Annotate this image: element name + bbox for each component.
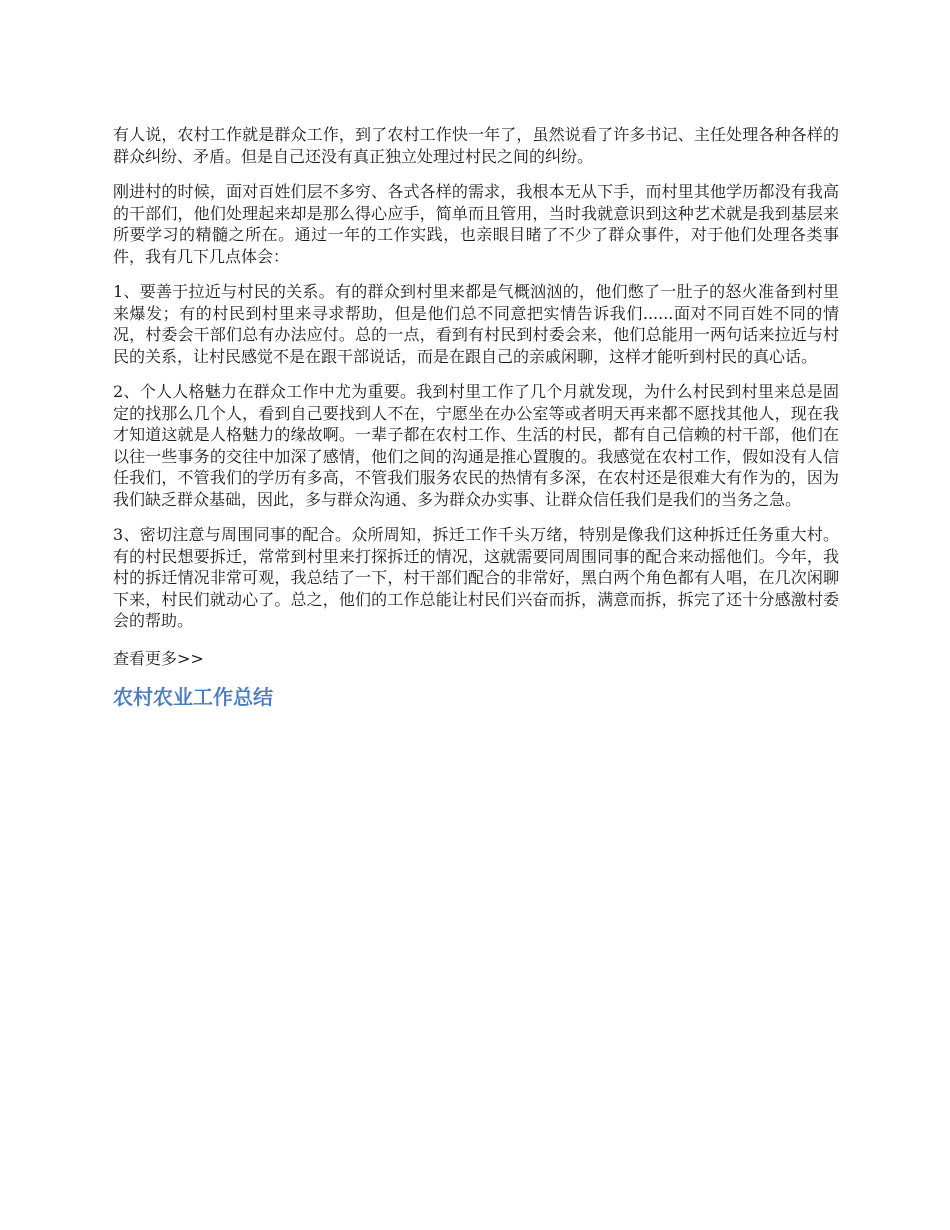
view-more-link[interactable]: 查看更多>> [113,648,204,668]
paragraph-experience: 刚进村的时候，面对百姓们层不多穷、各式各样的需求，我根本无从下手，而村里其他学历都没有我高的干部们，他们处理起来却是那么得心应手，简单而且管用，当时我就意识到这种艺术就是我到基层来所要学习的精髓之所在。通过一年的工作实践，也亲眼目睹了不少了群众事件，对于他们处理各类事件，我有几下几点体会： [113,182,839,266]
section-title: 农村农业工作总结 [113,685,273,709]
paragraph-point-2: 2、个人人格魅力在群众工作中尤为重要。我到村里工作了几个月就发现，为什么村民到村里来总是固定的找那么几个人，看到自己要找到人不在，宁愿坐在办公室等或者明天再来都不愿找其他人，现在我才知道这就是人格魅力的缘故啊。一辈子都在农村工作、生活的村民，都有自己信赖的村干部，他们在以往一些事务的交往中加深了感情，他们之间的沟通是推心置腹的。我感觉在农村工作，假如没有人信任我们，不管我们的学历有多高，不管我们服务农民的热情有多深，在农村还是很难大有作为的，因为我们缺乏群众基础，因此，多与群众沟通、多为群众办实事、让群众信任我们是我们的当务之急。 [113,382,839,509]
paragraph-point-3: 3、密切注意与周围同事的配合。众所周知，拆迁工作千头万绪，特别是像我们这种拆迁任务重大村。有的村民想要拆迁，常常到村里来打探拆迁的情况，这就需要同周围同事的配合来动摇他们。今年，我村的拆迁情况非常可观，我总结了一下，村干部们配合的非常好，黑白两个角色都有人唱，在几次闲聊下来，村民们就动心了。总之，他们的工作总能让村民们兴奋而拆，满意而拆，拆完了还十分感激村委会的帮助。 [113,525,839,630]
document-page [113,124,839,711]
paragraph-intro: 有人说，农村工作就是群众工作，到了农村工作快一年了，虽然说看了许多书记、主任处理各种各样的群众纠纷、矛盾。但是自己还没有真正独立处理过村民之间的纠纷。 [113,125,839,166]
paragraph-point-1: 1、要善于拉近与村民的关系。有的群众到村里来都是气概汹汹的，他们憋了一肚子的怒火准备到村里来爆发；有的村民到村里来寻求帮助，但是他们总不同意把实情告诉我们......面对不同百姓不同的情况，村委会干部们总有办法应付。总的一点，看到有村民到村委会来，他们总能用一两句话来拉近与村民的关系，让村民感觉不是在跟干部说话，而是在跟自己的亲戚闲聊，这样才能听到村民的真心话。 [113,282,839,366]
